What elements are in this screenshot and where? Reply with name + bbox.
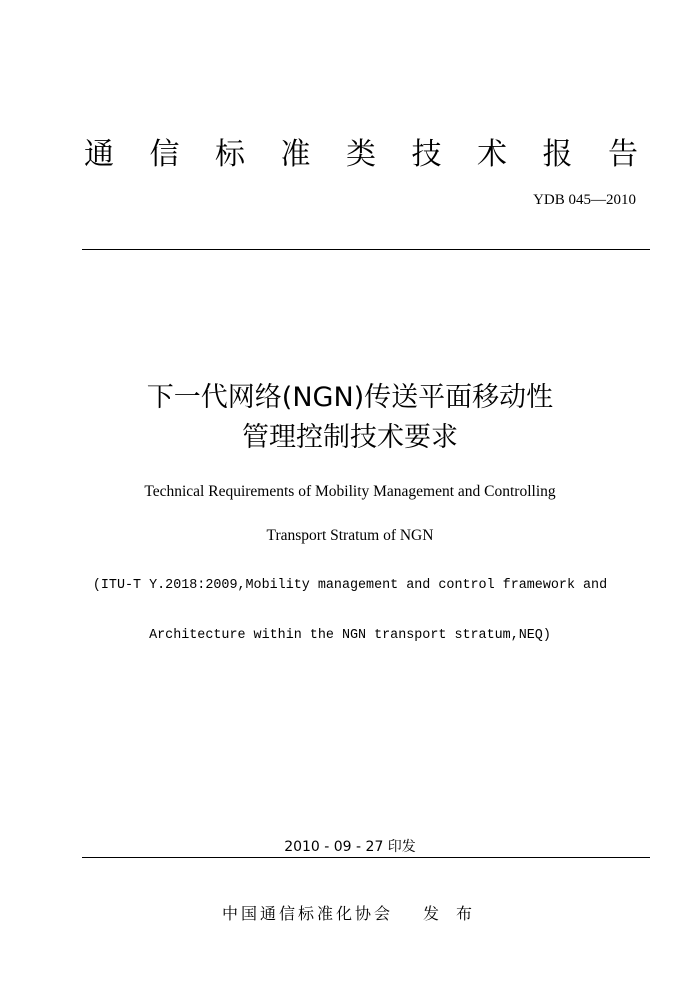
publisher-name: 中国通信标准化协会 — [221, 904, 393, 923]
report-type-heading — [84, 135, 638, 175]
document-number: YDB 045—2010 — [533, 192, 636, 208]
publish-label: 发 布 — [422, 904, 479, 923]
report-type-char: 报 — [542, 137, 573, 172]
report-type-char: 通 — [84, 137, 114, 172]
footer-divider — [82, 857, 650, 858]
itu-reference-line-1: (ITU-T Y.2018:2009,Mobility management and control framework and — [92, 578, 608, 593]
report-type-char: 类 — [346, 137, 376, 172]
chinese-title-line-1: 下一代网络(NGN)传送平面移动性 — [146, 382, 554, 413]
report-type-char: 技 — [411, 137, 442, 172]
chinese-title-line-2: 管理控制技术要求 — [242, 422, 458, 453]
header-divider — [82, 249, 650, 250]
english-title-line-2: Transport Stratum of NGN — [266, 527, 434, 544]
report-type-char: 标 — [215, 137, 245, 172]
english-title-line-1: Technical Requirements of Mobility Management and Controlling — [144, 483, 556, 500]
publisher-line — [0, 903, 700, 925]
report-type-char: 准 — [280, 137, 311, 172]
itu-reference-line-2: Architecture within the NGN transport stratum,NEQ) — [149, 628, 551, 643]
report-type-char: 术 — [477, 137, 507, 172]
report-type-char: 信 — [149, 137, 180, 172]
issue-date: 2010 - 09 - 27 印发 — [284, 839, 416, 855]
report-type-char: 告 — [608, 137, 638, 172]
